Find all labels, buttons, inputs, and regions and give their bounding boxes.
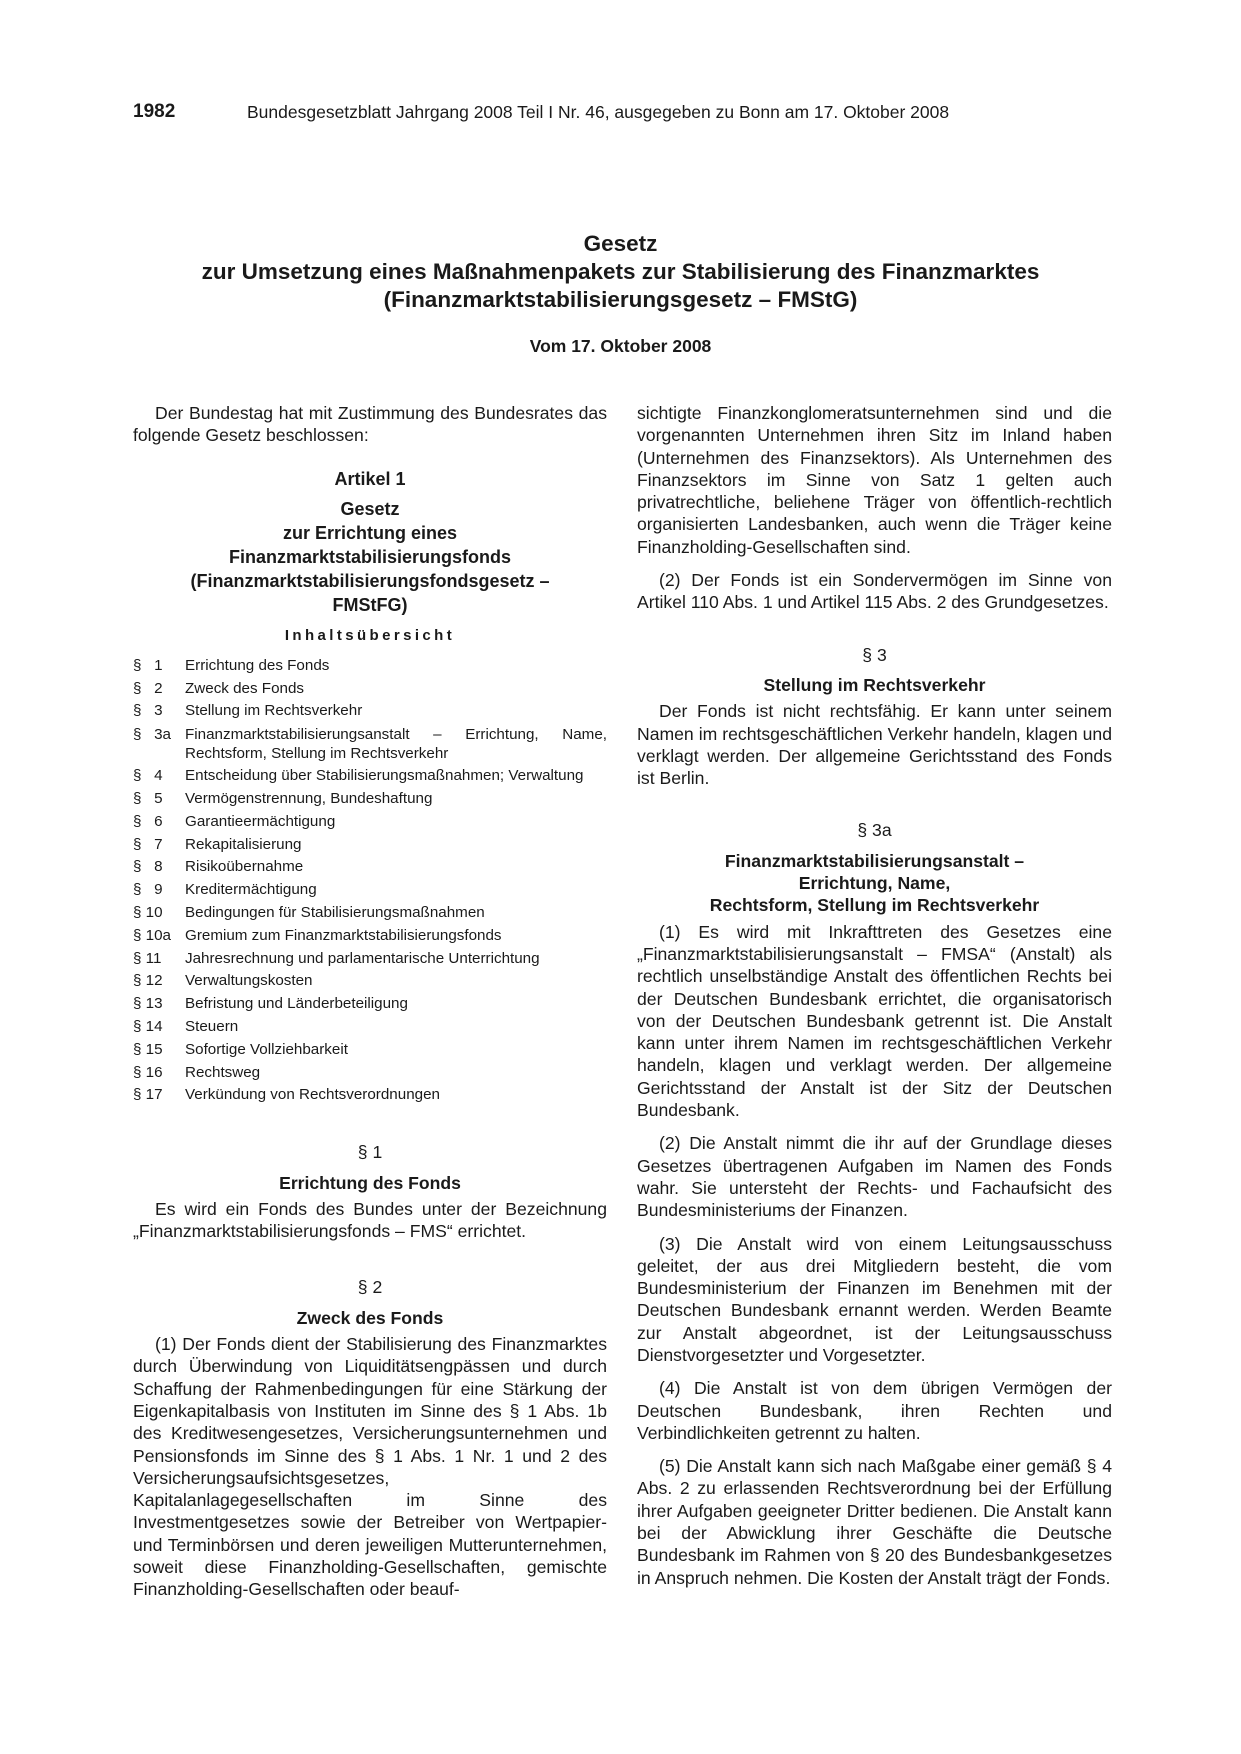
toc-text: Sofortige Vollziehbarkeit xyxy=(185,1040,348,1058)
toc-item xyxy=(133,948,607,971)
toc-section: § 12 xyxy=(133,972,163,990)
toc-text: Zweck des Fonds xyxy=(185,679,305,697)
toc-item xyxy=(133,902,607,925)
left-column xyxy=(133,402,607,1601)
title-line-1: Gesetz xyxy=(583,231,658,256)
toc-item xyxy=(133,879,607,902)
toc-item xyxy=(133,1039,607,1062)
toc-item xyxy=(133,655,607,678)
toc-item xyxy=(133,725,607,763)
running-title: Bundesgesetzblatt Jahrgang 2008 Teil I Nr. 46, ausgegeben zu Bonn am 17. Oktober 2008 xyxy=(247,102,950,122)
toc-section: § 6 xyxy=(133,812,163,830)
article-title-4: (Finanzmarktstabilisierungsfondsgesetz – xyxy=(190,570,550,591)
toc-text: Gremium zum Finanzmarktstabilisierungsfonds xyxy=(185,926,502,944)
section-2-title: Zweck des Fonds xyxy=(296,1307,444,1328)
toc-text: Risikoübernahme xyxy=(185,858,304,876)
toc-item xyxy=(133,700,607,723)
toc-section: § 5 xyxy=(133,790,163,808)
title-line-2: zur Umsetzung eines Maßnahmenpakets zur Stabilisierung des Finanzmarktes xyxy=(201,259,1040,284)
toc-item xyxy=(133,925,607,948)
toc-section: § 9 xyxy=(133,881,163,899)
section-3-text: Der Fonds ist nicht rechtsfähig. Er kann unter seinem Namen im rechtsgeschäftlichen Verkehr handeln, klagen und verklagt werden. Der allgemeine Gerichtsstand des Fonds ist Berlin. xyxy=(637,701,1112,789)
article-title-3: Finanzmarktstabilisierungsfonds xyxy=(228,546,512,567)
section-2-number: § 2 xyxy=(357,1277,383,1298)
section-2-paragraph-1-continued: sichtigte Finanzkonglomeratsunternehmen sind und die vorgenannten Unternehmen ihren Sitz im Inland haben (Unternehmen des Finanzsektors). Als Unternehmen des Finanzsektors im Sinne von Satz 1 gelten auch privatrechtliche, beliehene Träger von öffentlich-rechtlich organisierten Landesbanken, auch wenn die Träger keine Finanzholding-Gesellschaften sind. xyxy=(637,403,1112,557)
toc-item xyxy=(133,1016,607,1039)
toc-text: Rechtsweg xyxy=(185,1063,261,1081)
section-3a-title-3: Rechtsform, Stellung im Rechtsverkehr xyxy=(709,895,1040,916)
toc-item xyxy=(133,788,607,811)
law-title xyxy=(100,230,1141,314)
toc-item xyxy=(133,834,607,857)
section-3a-title-2: Errichtung, Name, xyxy=(798,873,951,894)
page-number: 1982 xyxy=(133,101,176,122)
title-line-3: (Finanzmarktstabilisierungsgesetz – FMStG) xyxy=(383,287,858,312)
toc-section: § 16 xyxy=(133,1063,163,1081)
table-of-contents-heading: Inhaltsübersicht xyxy=(284,626,456,644)
toc-text: Befristung und Länderbeteiligung xyxy=(185,995,408,1013)
toc-section: § 7 xyxy=(133,835,163,853)
section-2-paragraph-2: (2) Der Fonds ist ein Sondervermögen im Sinne von Artikel 110 Abs. 1 und Artikel 115 Abs. 2 des Grundgesetzes. xyxy=(637,570,1112,613)
toc-section: § 3 xyxy=(133,702,163,720)
toc-section: § 8 xyxy=(133,858,163,876)
toc-text: Steuern xyxy=(185,1018,239,1036)
toc-section: § 10 xyxy=(133,904,163,922)
section-3a-paragraph-2: (2) Die Anstalt nimmt die ihr auf der Grundlage dieses Gesetzes übertragenen Aufgaben im Namen des Fonds wahr. Sie untersteht der Rechts- und Fachaufsicht des Bundesministeriums der Finanzen. xyxy=(637,1133,1112,1221)
toc-section: § 4 xyxy=(133,767,163,785)
section-3a-paragraph-1: (1) Es wird mit Inkrafttreten des Gesetzes eine „Finanzmarktstabilisierungsanstalt – FMSA“ (Anstalt) als rechtlich unselbständige Anstalt des öffentlichen Rechts bei der Deutschen Bundesbank errichtet, die organisatorisch von der Deutschen Bundesbank getrennt ist. Die Anstalt kann unter ihrem Namen im rechtsgeschäftlichen Verkehr handeln, klagen und verklagt werden. Der allgemeine Gerichtsstand der Anstalt ist der Sitz der Deutschen Bundesbank. xyxy=(637,921,1112,1121)
toc-text: Rekapitalisierung xyxy=(185,835,302,853)
article-title-1: Gesetz xyxy=(340,498,400,519)
section-3a-paragraph-5: (5) Die Anstalt kann sich nach Maßgabe einer gemäß § 4 Abs. 2 zu erlassenden Rechtsverordnung bei der Erfüllung ihrer Aufgaben geeigneter Dritter bedienen. Die Anstalt kann bei der Abwicklung ihrer Geschäfte die Deutsche Bundesbank im Rahmen von § 20 des Bundesbankgesetzes in Anspruch nehmen. Die Kosten der Anstalt trägt der Fonds. xyxy=(637,1456,1112,1588)
article-title-2: zur Errichtung eines xyxy=(282,522,458,543)
toc-item xyxy=(133,1084,607,1107)
law-date: Vom 17. Oktober 2008 xyxy=(529,336,712,356)
article-title-5: FMStFG) xyxy=(332,594,408,615)
toc-section: § 3a xyxy=(133,726,171,744)
toc-item xyxy=(133,993,607,1016)
section-3a-paragraph-3: (3) Die Anstalt wird von einem Leitungsausschuss geleitet, der aus drei Mitgliedern besteht, die vom Bundesministerium der Finanzen im Benehmen mit der Deutschen Bundesbank ernannt werden. Werden Beamte zur Anstalt abgeordnet, ist der Leitungsausschuss Dienstvorgesetzter und Vorgesetzter. xyxy=(637,1233,1112,1365)
toc-section: § 2 xyxy=(133,679,163,697)
toc-section: § 13 xyxy=(133,995,163,1013)
toc-text: Entscheidung über Stabilisierungsmaßnahmen; Verwaltung xyxy=(185,767,584,785)
toc-text: Stellung im Rechtsverkehr xyxy=(185,702,363,720)
toc-item xyxy=(133,811,607,834)
toc-text: Kreditermächtigung xyxy=(185,881,317,899)
intro-paragraph: Der Bundestag hat mit Zustimmung des Bundesrates das folgende Gesetz beschlossen: xyxy=(133,403,607,446)
toc-text: Garantieermächtigung xyxy=(185,812,336,830)
toc-section: § 11 xyxy=(133,949,162,967)
toc-text: Vermögenstrennung, Bundeshaftung xyxy=(185,790,433,808)
toc-item xyxy=(133,1062,607,1085)
toc-text: Errichtung des Fonds xyxy=(185,656,330,674)
toc-item xyxy=(133,856,607,879)
right-column xyxy=(637,402,1112,1589)
section-1-text: Es wird ein Fonds des Bundes unter der Bezeichnung „Finanzmarktstabilisierungsfonds – FMS“ errichtet. xyxy=(133,1198,607,1242)
toc-section: § 10a xyxy=(133,926,172,944)
toc-text: Verwaltungskosten xyxy=(185,972,313,990)
section-3a-paragraph-4: (4) Die Anstalt ist von dem übrigen Vermögen der Deutschen Bundesbank, ihren Rechten und Verbindlichkeiten getrennt zu halten. xyxy=(637,1378,1112,1443)
toc-section: § 14 xyxy=(133,1018,163,1036)
section-1-number: § 1 xyxy=(357,1142,383,1163)
toc-text: Finanzmarktstabilisierungsanstalt – Errichtung, Name, Rechtsform, Stellung im Rechtsverkehr xyxy=(185,726,607,763)
table-of-contents xyxy=(133,655,607,1107)
section-3a-number: § 3a xyxy=(857,820,892,841)
toc-section: § 17 xyxy=(133,1086,163,1104)
toc-text: Verkündung von Rechtsverordnungen xyxy=(185,1086,440,1104)
toc-item xyxy=(133,765,607,788)
section-3a-title-1: Finanzmarktstabilisierungsanstalt – xyxy=(724,850,1025,871)
toc-text: Jahresrechnung und parlamentarische Unterrichtung xyxy=(185,949,540,967)
section-3-title: Stellung im Rechtsverkehr xyxy=(763,674,986,695)
toc-item xyxy=(133,970,607,993)
article-heading: Artikel 1 xyxy=(334,468,406,489)
toc-text: Bedingungen für Stabilisierungsmaßnahmen xyxy=(185,904,485,922)
section-2-paragraph-1: (1) Der Fonds dient der Stabilisierung des Finanzmarktes durch Überwindung von Liquiditätsengpässen und durch Schaffung der Rahmenbedingungen für eine Stärkung der Eigenkapitalbasis von Instituten im Sinne des § 1 Abs. 1b des Kreditwesengesetzes, Versicherungsunternehmen und Pensionsfonds im Sinne des § 1 Abs. 1 Nr. 1 und 2 des Versicherungsaufsichtsgesetzes, Kapitalanlagegesellschaften im Sinne des Investmentgesetzes sowie der Betreiber von Wertpapier- und Terminbörsen und deren jeweiligen Mutterunternehmen, soweit diese Finanzholding-Gesellschaften, gemischte Finanzholding-Gesellschaften oder beauf- xyxy=(133,1334,607,1600)
section-1-title: Errichtung des Fonds xyxy=(279,1172,461,1193)
section-3-number: § 3 xyxy=(862,644,887,665)
toc-section: § 15 xyxy=(133,1040,163,1058)
toc-item xyxy=(133,678,607,701)
toc-section: § 1 xyxy=(133,656,163,674)
